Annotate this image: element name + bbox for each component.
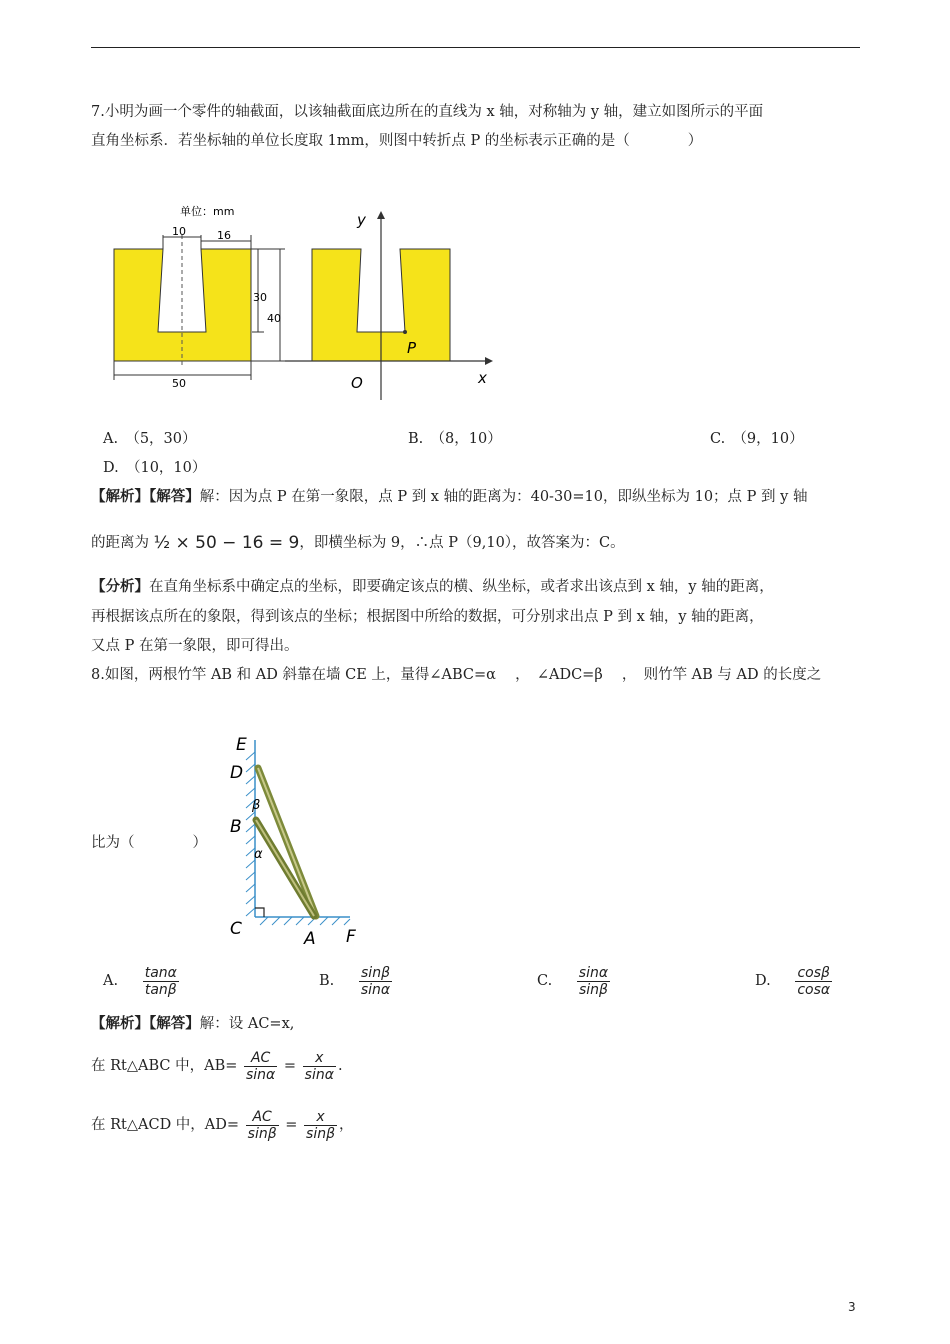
q8-analysis-l3-pre: 在 Rt△ACD 中，AD= bbox=[91, 1117, 240, 1133]
q8-option-d-label: D. bbox=[755, 973, 771, 989]
q8-frac-3-den: sinβ bbox=[247, 1125, 277, 1142]
q8-analysis-text1: 解：设 AC=x, bbox=[199, 1016, 295, 1032]
q8-option-a-label: A. bbox=[103, 973, 119, 989]
q8-option-c-label: C. bbox=[537, 973, 553, 989]
q8-option-c-num: sinα bbox=[578, 964, 609, 981]
q8-frac-4-num: x bbox=[304, 1109, 337, 1126]
q8-eq-2: = bbox=[285, 1117, 298, 1133]
q8-frac-2-den: sinα bbox=[304, 1066, 334, 1083]
q8-option-a[interactable] bbox=[103, 961, 181, 1001]
q8-option-d[interactable] bbox=[755, 961, 834, 1001]
q8-label-alpha: α bbox=[254, 847, 263, 862]
q7-fenxi-text1: 在直角坐标系中确定点的坐标，即要确定该点的横、纵坐标，或者求出该点到 x 轴，y 轴的距离， bbox=[149, 579, 774, 595]
q7-dim-16: 16 bbox=[217, 229, 231, 242]
q8-label-e: E bbox=[236, 735, 247, 755]
q8-stem-line2: 比为（ ） bbox=[91, 835, 207, 851]
q7-fenxi-line1 bbox=[91, 577, 774, 597]
q7-analysis-text1: 解：因为点 P 在第一象限，点 P 到 x 轴的距离为：40-30=10，即纵坐标为 10；点 P 到 y 轴 bbox=[199, 489, 808, 505]
q8-option-d-den: cosα bbox=[797, 981, 831, 998]
q8-option-d-frac bbox=[795, 965, 832, 998]
q7-stem-line1: 7.小明为画一个零件的轴截面，以该轴截面底边所在的直线为 x 轴，对称轴为 y 轴，建立如图所示的平面 bbox=[91, 104, 764, 120]
q7-point-p-dot bbox=[403, 330, 407, 334]
q8-frac-4 bbox=[304, 1109, 337, 1142]
q7-point-p-label: P bbox=[407, 339, 417, 357]
q8-frac-1-num: AC bbox=[244, 1050, 277, 1067]
q8-label-c: C bbox=[230, 919, 242, 939]
q7-analysis-tag: 【解析】【解答】 bbox=[91, 488, 200, 505]
q8-option-a-frac bbox=[143, 965, 179, 998]
q7-analysis-post: ，即横坐标为 9，∴点 P（9,10），故答案为：C。 bbox=[299, 535, 625, 551]
page-number: 3 bbox=[848, 1300, 856, 1314]
q7-option-b[interactable]: B. （8，10） bbox=[408, 431, 502, 447]
q7-analysis-formula: ½ × 50 − 16 = 9 bbox=[153, 533, 300, 553]
q8-frac-2 bbox=[303, 1050, 336, 1083]
q8-analysis-line1 bbox=[91, 1014, 294, 1034]
q7-axis-y-label: y bbox=[357, 211, 366, 229]
q8-analysis-line2 bbox=[91, 1046, 343, 1086]
q8-frac-1 bbox=[244, 1050, 277, 1083]
q7-dim-10: 10 bbox=[172, 225, 186, 238]
q8-eq-1: = bbox=[283, 1058, 297, 1074]
q7-unit-label: 单位：mm bbox=[180, 205, 235, 218]
q8-option-c[interactable] bbox=[537, 961, 612, 1001]
q7-dim-40: 40 bbox=[267, 312, 281, 325]
q8-option-b-label: B. bbox=[319, 973, 335, 989]
q7-dim-30: 30 bbox=[253, 291, 267, 304]
q7-analysis-pre: 的距离为 bbox=[91, 535, 149, 551]
q7-fenxi-line3: 又点 P 在第一象限，即可得出。 bbox=[91, 638, 299, 654]
header-rule bbox=[91, 47, 860, 48]
q7-analysis-line1 bbox=[91, 487, 807, 507]
q7-option-c[interactable]: C. （9，10） bbox=[710, 431, 804, 447]
q8-option-c-frac bbox=[577, 965, 610, 998]
q8-analysis-line3 bbox=[91, 1105, 354, 1145]
q8-option-b-num: sinβ bbox=[359, 965, 392, 982]
q7-option-d[interactable]: D. （10，10） bbox=[103, 460, 207, 476]
q8-option-b-frac bbox=[359, 965, 392, 998]
q8-frac-3-num: AC bbox=[246, 1109, 279, 1126]
q8-option-d-num: cosβ bbox=[795, 965, 832, 982]
q8-option-b[interactable] bbox=[319, 961, 394, 1001]
q8-label-a: A bbox=[304, 929, 316, 949]
q8-analysis-tag: 【解析】【解答】 bbox=[91, 1015, 200, 1032]
q8-stem-line1: 8.如图，两根竹竿 AB 和 AD 斜靠在墙 CE 上，量得∠ABC=α ， ∠ADC=β ， 则竹竿 AB 与 AD 的长度之 bbox=[91, 667, 822, 683]
q8-option-a-num: tanα bbox=[144, 964, 177, 981]
q8-option-c-den: sinβ bbox=[578, 981, 608, 998]
q7-dim-50: 50 bbox=[172, 377, 186, 390]
q8-analysis-l3-post: ， bbox=[339, 1117, 354, 1133]
q8-analysis-l2-pre: 在 Rt△ABC 中，AB= bbox=[91, 1058, 238, 1074]
q7-figure bbox=[100, 195, 500, 405]
q7-fenxi-tag: 【分析】 bbox=[91, 578, 149, 595]
q8-analysis-l2-post: . bbox=[337, 1058, 343, 1074]
q8-frac-4-den: sinβ bbox=[306, 1125, 336, 1142]
q8-option-a-den: tanβ bbox=[144, 981, 177, 998]
q7-origin-label: O bbox=[351, 374, 363, 392]
q8-frac-3 bbox=[246, 1109, 279, 1142]
q8-label-d: D bbox=[230, 763, 244, 783]
q8-label-f: F bbox=[346, 927, 356, 947]
q8-frac-1-den: sinα bbox=[246, 1066, 276, 1083]
q8-label-b: B bbox=[230, 817, 242, 837]
q7-stem-line2: 直角坐标系．若坐标轴的单位长度取 1mm，则图中转折点 P 的坐标表示正确的是（ ） bbox=[91, 133, 703, 149]
q8-option-b-den: sinα bbox=[360, 981, 391, 998]
q8-frac-2-num: x bbox=[303, 1050, 336, 1067]
q8-label-beta: β bbox=[252, 798, 261, 813]
q7-fenxi-line2: 再根据该点所在的象限，得到该点的坐标；根据图中所给的数据，可分别求出点 P 到 x 轴，y 轴的距离， bbox=[91, 609, 764, 625]
q7-analysis-line2 bbox=[91, 526, 625, 560]
q7-option-a[interactable]: A. （5，30） bbox=[103, 431, 197, 447]
q8-figure bbox=[222, 730, 372, 950]
q7-axis-x-label: x bbox=[478, 369, 487, 387]
